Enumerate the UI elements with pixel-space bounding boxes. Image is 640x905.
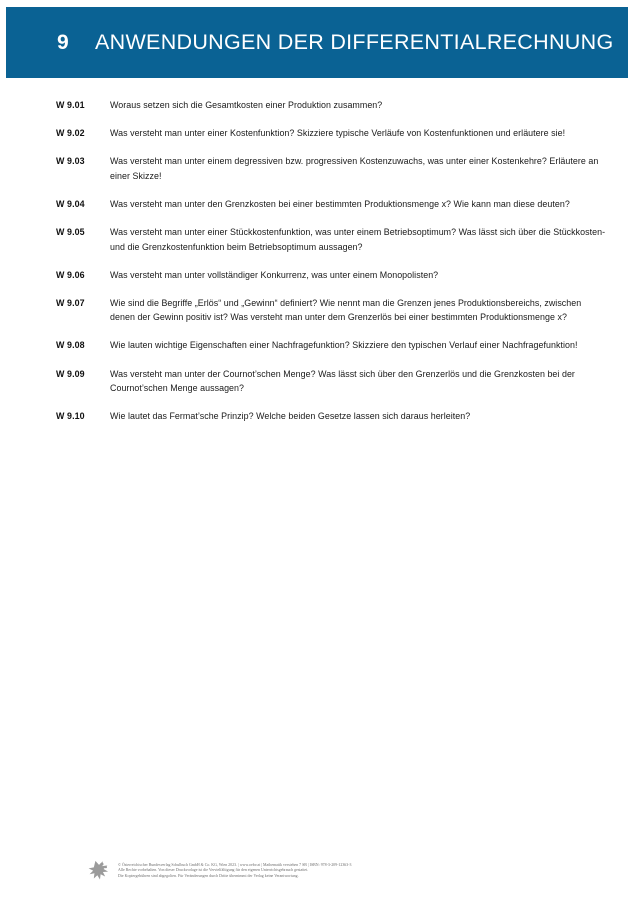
question-item xyxy=(0,338,640,353)
question-text: Woraus setzen sich die Gesamtkosten einer Produktion zusammen? xyxy=(110,100,383,110)
question-item xyxy=(0,225,640,254)
question-text: Wie sind die Begriffe „Erlös“ und „Gewinn“ definiert? Wie nennt man die Grenzen jenes Produktionsbereichs, zwischen denen der Gewinn positiv ist? Was versteht man unter dem Grenzerlös bei einer bestimmten Produktionsmenge x? xyxy=(110,297,582,323)
question-label: W 9.07 xyxy=(56,297,85,308)
question-label: W 9.09 xyxy=(56,368,85,379)
question-label: W 9.05 xyxy=(56,226,85,237)
question-item xyxy=(0,98,640,113)
question-item xyxy=(0,154,640,183)
question-item xyxy=(0,197,640,212)
question-label: W 9.03 xyxy=(56,156,85,167)
footer-line-1: © Österreichischer Bundesverlag Schulbuch GmbH & Co. KG, Wien 2023. | www.oebv.at | Mathematik verstehen 7 SB | ISBN: 978-3-209-12363-3 xyxy=(118,862,352,867)
chapter-header-bar xyxy=(6,7,628,78)
question-text: Was versteht man unter vollständiger Konkurrenz, was unter einem Monopolisten? xyxy=(110,269,439,280)
question-text: Was versteht man unter einer Stückkostenfunktion, was unter einem Betriebsoptimum? Was lässt sich über die Stückkosten- und die Grenzkostenfunktion beim Betriebsoptimum aussagen? xyxy=(110,226,606,252)
question-text: Was versteht man unter einer Kostenfunktion? Skizziere typische Verläufe von Kostenfunktionen und erläutere sie! xyxy=(110,128,566,139)
question-label: W 9.04 xyxy=(56,198,85,209)
question-text: Wie lautet das Fermat’sche Prinzip? Welche beiden Gesetze lassen sich daraus herleiten? xyxy=(110,411,471,422)
question-text: Was versteht man unter einem degressiven bzw. progressiven Kostenzuwachs, was unter einer Kostenkehre? Erläutere an einer Skizze! xyxy=(110,156,599,181)
question-text: Wie lauten wichtige Eigenschaften einer Nachfragefunktion? Skizziere den typischen Verlauf einer Nachfragefunktion! xyxy=(110,340,578,351)
oebv-puzzle-logo-icon xyxy=(86,858,112,884)
question-label: W 9.02 xyxy=(56,128,85,139)
question-label: W 9.06 xyxy=(56,269,85,280)
question-label: W 9.01 xyxy=(56,100,85,110)
question-label: W 9.10 xyxy=(56,411,85,422)
question-text: Was versteht man unter der Cournot’schen Menge? Was lässt sich über den Grenzerlös und die Grenzkosten bei der Cournot’schen Menge aussagen? xyxy=(110,368,575,394)
question-label: W 9.08 xyxy=(56,340,85,351)
question-list xyxy=(0,98,640,437)
question-item xyxy=(0,296,640,325)
question-item xyxy=(0,367,640,396)
question-text: Was versteht man unter den Grenzkosten bei einer bestimmten Produktionsmenge x? Wie kann man diese deuten? xyxy=(110,198,570,209)
page-footer xyxy=(0,858,640,884)
footer-copyright xyxy=(118,863,640,879)
question-item xyxy=(0,268,640,283)
question-item xyxy=(0,126,640,141)
footer-line-3: Die Kopiergebühren sind abgegolten. Für Veränderungen durch Dritte übernimmt der Verlag keine Verantwortung. xyxy=(118,873,299,878)
question-item xyxy=(0,409,640,424)
footer-line-2: Alle Rechte vorbehalten. Von dieser Druckvorlage ist die Vervielfältigung für den eigenen Unterrichtsgebrauch gestattet. xyxy=(118,868,309,873)
chapter-number: 9 xyxy=(57,31,69,54)
page-title: ANWENDUNGEN DER DIFFERENTIALRECHNUNG xyxy=(95,29,614,54)
